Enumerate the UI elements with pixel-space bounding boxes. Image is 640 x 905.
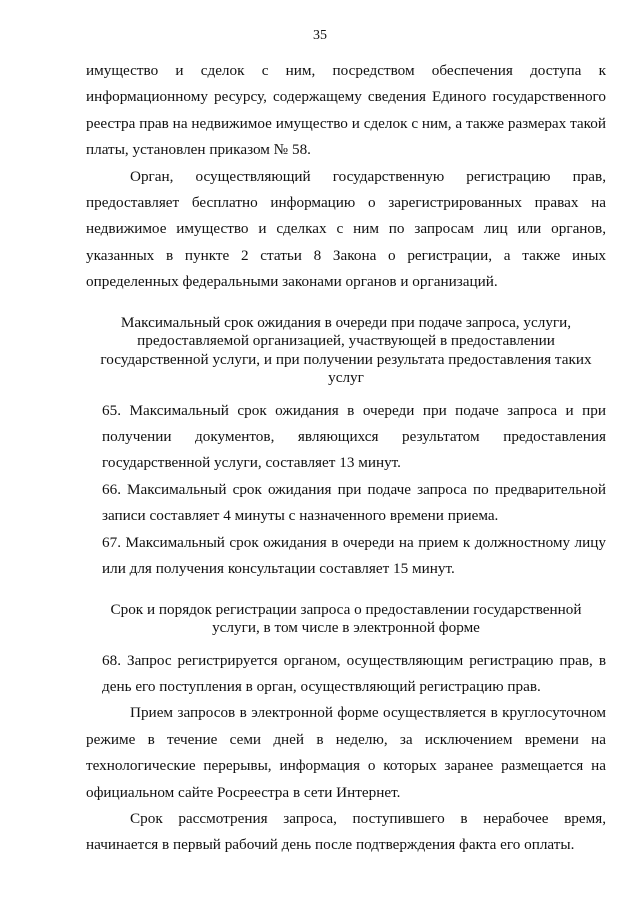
paragraph-68: 68. Запрос регистрируется органом, осуществляющим регистрацию прав, в день его поступления в орган, осуществляющий регистрацию прав. [102,651,606,695]
paragraph-review-period: Срок рассмотрения запроса, поступившего в нерабочее время, начинается в первый рабочий день после подтверждения факта его оплаты. [86,809,606,854]
paragraph-65: 65. Максимальный срок ожидания в очереди при подаче запроса и при получении документов, являющихся результатом предоставления государственной услуги, составляет 13 минут. [102,401,606,472]
paragraph-electronic-requests: Прием запросов в электронной форме осуществляется в круглосуточном режиме в течение семи дней в неделю, за исключением времени на технологические перерывы, информация о которых заранее размещается на официальном сайте Росреестра в сети Интернет. [86,704,606,801]
section-heading-registration: Срок и порядок регистрации запроса о предоставлении государственной услуги, в том числе в электронной форме [110,600,582,636]
paragraph-organ-info: Орган, осуществляющий государственную регистрацию прав, предоставляет бесплатно информацию о зарегистрированных правах на недвижимое имущество и сделках с ним по запросам лиц или органов, указанных в пункте 2 статьи 8 Закона о регистрации, а также иных определенных федеральными законами органов и организаций. [86,167,606,291]
document-body [86,58,606,859]
paragraph-continuation: имущество и сделок с ним, посредством обеспечения доступа к информационному ресурсу, содержащему сведения Единого государственного реестра прав на недвижимое имущество и сделок с ним, а также размерах такой платы, установлен приказом № 58. [86,62,606,159]
section-heading-waiting-time: Максимальный срок ожидания в очереди при подаче запроса, услуги, предоставляемой организацией, участвующей в предоставлении государственной услуги, и при получении результата предоставления таких услуг [100,313,592,387]
paragraph-66: 66. Максимальный срок ожидания при подаче запроса по предварительной записи составляет 4 минуты с назначенного времени приема. [102,480,606,525]
paragraph-67: 67. Максимальный срок ожидания в очереди на прием к должностному лицу или для получения консультации составляет 15 минут. [102,533,606,578]
page-number: 35 [313,28,327,43]
